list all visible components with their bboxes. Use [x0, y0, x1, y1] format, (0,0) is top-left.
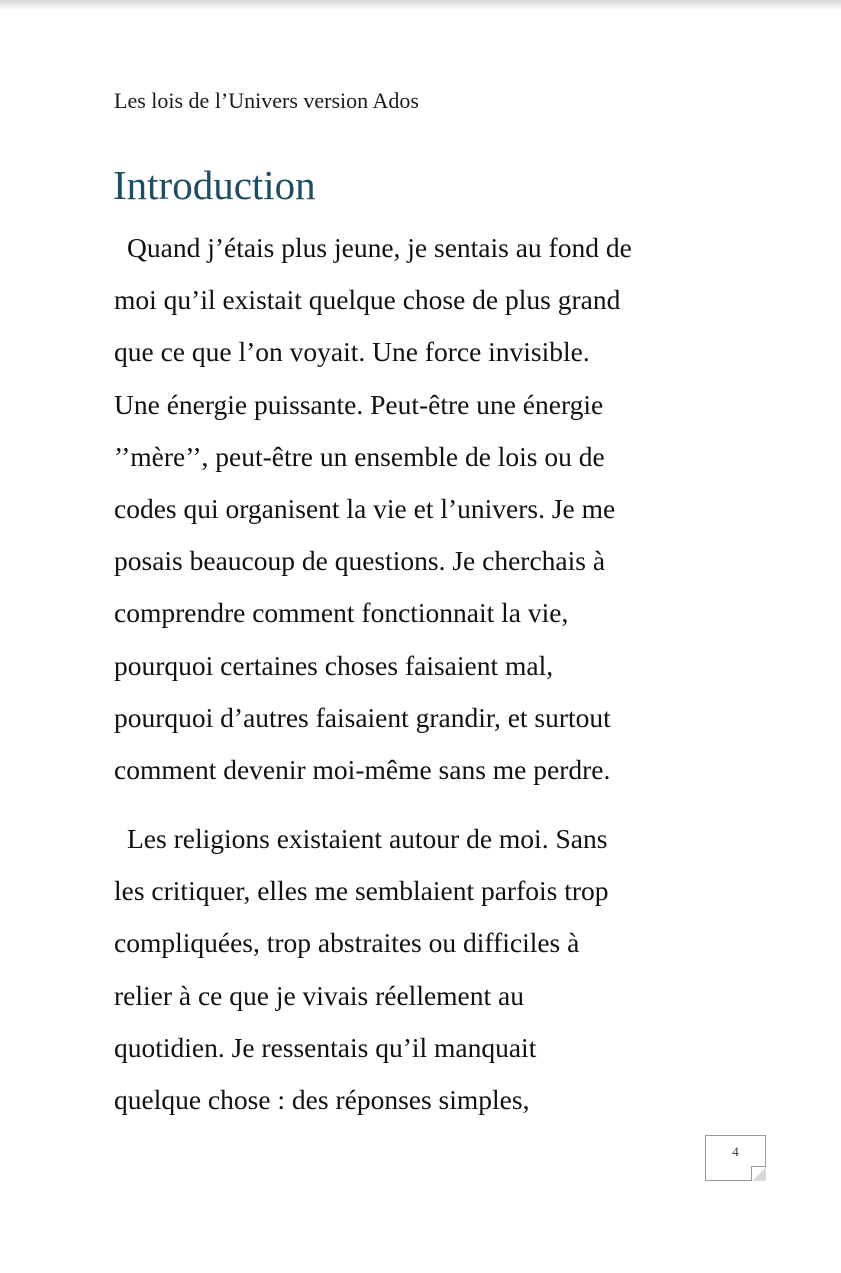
document-page[interactable] [0, 10, 841, 1273]
text-line: pourquoi certaines choses faisaient mal, [114, 649, 554, 681]
text-line: posais beaucoup de questions. Je cherchais à [114, 545, 606, 577]
text-line: codes qui organisent la vie et l’univers. Je me [114, 492, 616, 524]
page-corner-fold-icon [751, 1166, 766, 1181]
text-line: que ce que l’on voyait. Une force invisible. [114, 336, 590, 368]
paragraph-2 [114, 813, 714, 1126]
paragraph-1 [114, 222, 714, 796]
text-line: quotidien. Je ressentais qu’il manquait [114, 1031, 537, 1063]
text-line: Les religions existaient autour de moi. Sans [127, 823, 608, 854]
text-line: relier à ce que je vivais réellement au [114, 979, 524, 1011]
text-line: ’’mère’’, peut-être un ensemble de lois ou de [114, 440, 605, 472]
text-line: comprendre comment fonctionnait la vie, [114, 597, 569, 629]
text-line: Quand j’étais plus jeune, je sentais au fond de [127, 232, 632, 263]
text-line: Une énergie puissante. Peut-être une énergie [114, 388, 604, 420]
chapter-heading: Introduction [113, 162, 316, 208]
text-line: comment devenir moi-même sans me perdre. [114, 753, 611, 785]
text-line: pourquoi d’autres faisaient grandir, et surtout [114, 701, 611, 733]
text-line: les critiquer, elles me semblaient parfois trop [114, 875, 609, 907]
text-line: quelque chose : des réponses simples, [114, 1083, 530, 1115]
running-header: Les lois de l’Univers version Ados [114, 88, 419, 113]
text-line: compliquées, trop abstraites ou difficiles à [114, 927, 580, 959]
text-line: moi qu’il existait quelque chose de plus grand [114, 284, 621, 316]
page-number: 4 [732, 1144, 739, 1159]
viewer-top-edge [0, 0, 841, 10]
